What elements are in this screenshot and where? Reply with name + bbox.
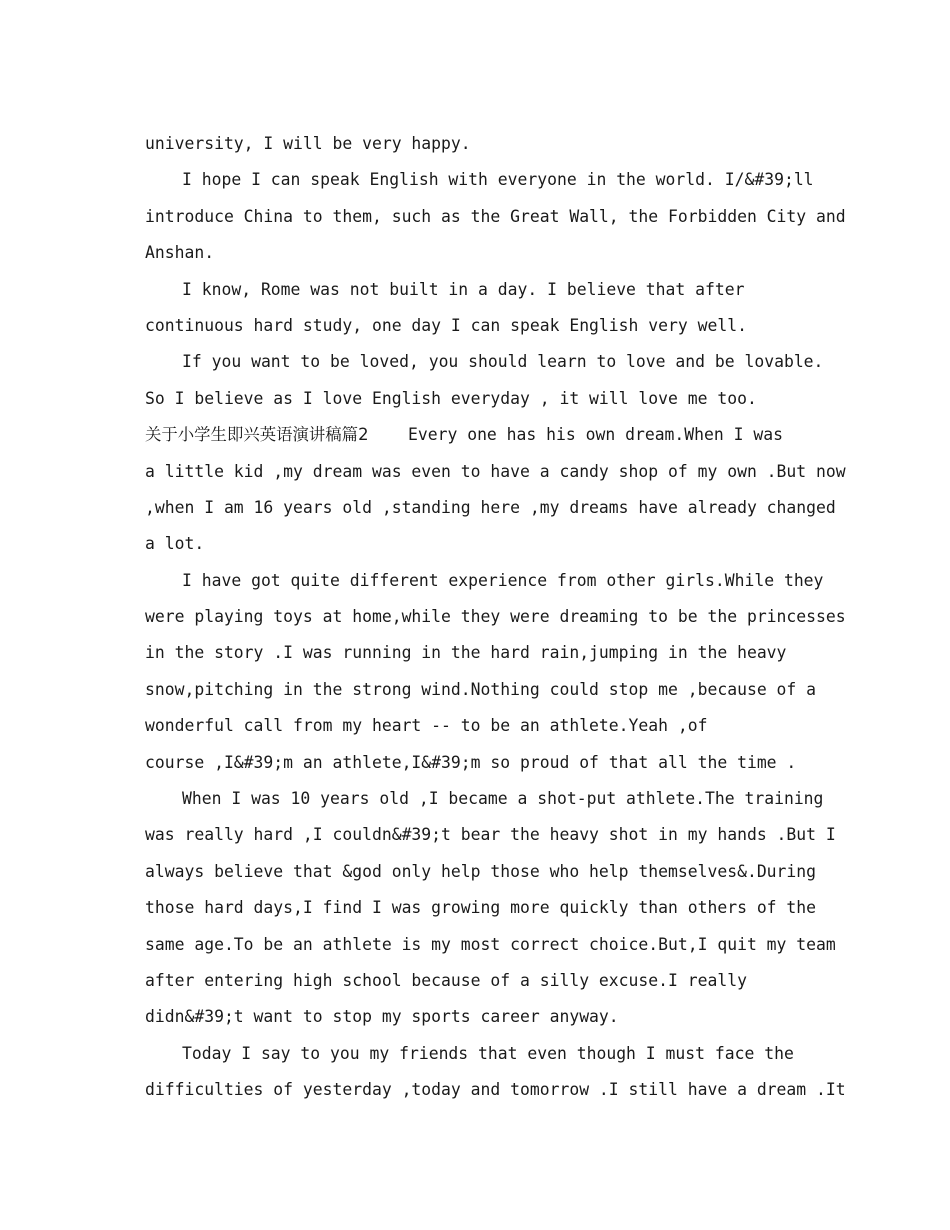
text-line: didn&#39;t want to stop my sports career anyway.: [145, 1007, 619, 1027]
text-line: snow,pitching in the strong wind.Nothing could stop me ,because of a: [145, 679, 817, 699]
text-line: course ,I&#39;m an athlete,I&#39;m so proud of that all the time .: [145, 752, 797, 772]
text-line: university, I will be very happy.: [145, 134, 471, 153]
text-line: a little kid ,my dream was even to have a candy shop of my own .But now: [145, 461, 846, 481]
text-line: Today I say to you my friends that even though I must face the: [182, 1043, 794, 1063]
text-line: were playing toys at home,while they were dreaming to be the princesses: [145, 607, 846, 627]
text-line: I know, Rome was not built in a day. I believe that after: [182, 279, 745, 299]
text-line: a lot.: [145, 534, 205, 554]
text-line: I hope I can speak English with everyone in the world. I/&#39;ll: [182, 170, 814, 190]
text-line: those hard days,I find I was growing more quickly than others of the: [145, 898, 817, 918]
section-heading: 关于小学生即兴英语演讲稿篇2: [145, 425, 369, 445]
text-line: after entering high school because of a silly excuse.I really: [145, 970, 747, 990]
text-line: If you want to be loved, you should learn to love and be lovable.: [182, 352, 824, 372]
text-line: wonderful call from my heart -- to be an athlete.Yeah ,of: [145, 716, 708, 736]
text-line: So I believe as I love English everyday , it will love me too.: [145, 388, 757, 408]
text-line: Every one has his own dream.When I was: [368, 425, 783, 445]
text-line: was really hard ,I couldn&#39;t bear the heavy shot in my hands .But I: [145, 825, 836, 845]
document-body: [145, 126, 846, 1109]
text-line: difficulties of yesterday ,today and tomorrow .I still have a dream .It: [145, 1080, 846, 1100]
text-line: ,when I am 16 years old ,standing here ,my dreams have already changed: [145, 497, 836, 517]
text-line: When I was 10 years old ,I became a shot-put athlete.The training: [182, 789, 824, 809]
text-line: in the story .I was running in the hard rain,jumping in the heavy: [145, 643, 787, 663]
text-line: I have got quite different experience from other girls.While they: [182, 570, 824, 590]
text-line: same age.To be an athlete is my most correct choice.But,I quit my team: [145, 934, 836, 954]
text-line-with-heading: [145, 417, 825, 453]
text-line: Anshan.: [145, 243, 215, 263]
text-line: introduce China to them, such as the Great Wall, the Forbidden City and: [145, 206, 846, 226]
text-line: always believe that &god only help those who help themselves&.During: [145, 861, 817, 881]
text-line: continuous hard study, one day I can speak English very well.: [145, 315, 747, 335]
